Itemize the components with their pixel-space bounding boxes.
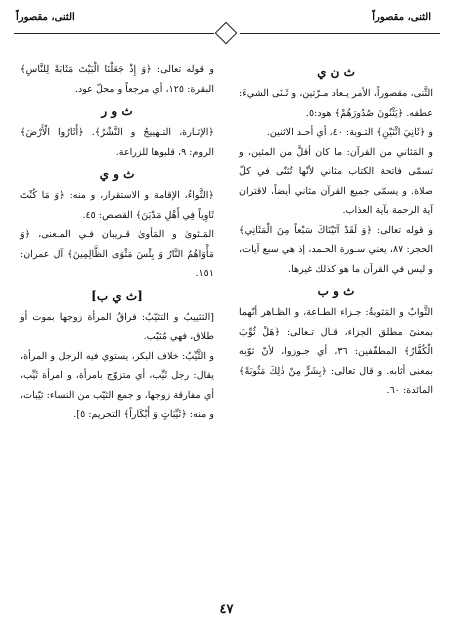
entry-heading: ث ن ي	[317, 65, 355, 79]
paragraph: الثَّنى، مقصوراً، الأمر يـعاد مـرّتين، و ثَـنَى الشيءَ: عطفه. ﴿يَثْنُونَ صُدُورَهُمْ﴾ هود:٥.	[239, 88, 433, 119]
paragraph: و قوله تعالى: ﴿وَ لَقَدْ آتَيْنَاكَ سَبْعاً مِنَ الْمَثَانِي﴾ الحجر: ٨٧، يعني سـورة الحـمد، إذ هي سبع آيات، و ليس في القرآن ما هو كذلك غيرها.	[239, 224, 433, 275]
header-title-left: الثنى، مقصوراً	[16, 12, 75, 23]
paragraph: الثَّوابُ و المَثوبةُ: جـزاء الطـاعة، و الظـاهر أنّهما بمعنىً مطلق الجزاء، قـال تـعالى: ﴿هَلْ ثُوِّبَ الْكُفَّارُ﴾ المطفّفين: ٣٦، أي جـوزوا، لأنّ ثوّبه بمعنى أثابه. و قال تعالى: ﴿بِشَرٍّ مِنْ ذٰلِكَ مَثُوبَةً﴾ المائدة: ٦٠.	[239, 307, 433, 396]
paragraph: المَـثوىٰ و المَأوىٰ قـريبان فـي المـعنى، ﴿وَ مَأْوَاهُمُ النَّارُ وَ بِئْسَ مَثْوَى الظَّالِمِينَ﴾ آل عمران: ١٥١.	[20, 229, 214, 279]
header-diamond-ornament	[215, 22, 238, 45]
right-column	[239, 60, 433, 401]
header-rule-left	[14, 33, 214, 34]
paragraph: و المَثاني من القرآن: ما كان أقلَّ من المئين، و تسمّى فاتحة الكتاب مثاني لأنّها تُثنّى في كلّ صلاة. و يسمّى جميع القرآن مثاني أيضاً، لاقتران آية الرحمة بآية العذاب.	[239, 146, 433, 216]
entry-heading: [ث ي ب]	[91, 288, 143, 303]
paragraph: و الثَّيِّبُ: خلاف البكر، يستوي فيه الرجل و المرأة، يقال: رجل ثَيِّب، أي متزوّج بامرأة، و امرأة ثَيِّب، أي مفارقة زوجها، و جمع الثيّب من النساء: ثيّبات، و منه: ﴿ثَيِّبَاتٍ وَ أَبْكَاراً﴾ التحريم: ٥].	[20, 350, 214, 420]
page-header	[0, 0, 453, 50]
header-title-right: الثنى، مقصوراً	[372, 12, 431, 23]
page-number: ٤٧	[219, 602, 234, 617]
entry-heading: ث و ر	[101, 104, 133, 118]
header-rule-right	[240, 33, 440, 34]
entry-heading: ث و ب	[317, 284, 355, 298]
paragraph: و قوله تعالى: ﴿وَ إِذْ جَعَلْنَا الْبَيْتَ مَثَابَةً لِلنَّاسِ﴾ البقرة: ١٢٥، أي مرجعاً و محلّ عود.	[20, 64, 214, 95]
left-column	[20, 60, 214, 425]
paragraph: [التثييبُ و التثيّبُ: فراقُ المرأة زوجها بموت أو طلاق، فهي مُثيّب.	[20, 311, 214, 342]
paragraph: ﴿الثَّواءُ، الإقامة و الاستقرار، و منه: ﴿وَ مَا كُنْتَ ثَاوِياً فِي أَهْلِ مَدْيَنَ﴾ القصص: ٤٥.	[20, 190, 214, 221]
entry-heading: ث و ي	[99, 167, 135, 181]
paragraph: ﴿الإثـارة، التـهييجُ و النَّشْرُ﴾. ﴿أَثَارُوا الْأَرْضَ﴾ الروم: ٩، قلبوها للزراعة.	[20, 127, 214, 158]
paragraph: و ﴿ثَانِيَ اثْنَيْنِ﴾ التـوبة: ٤٠، أي أحـد الاثنين.	[266, 127, 433, 138]
